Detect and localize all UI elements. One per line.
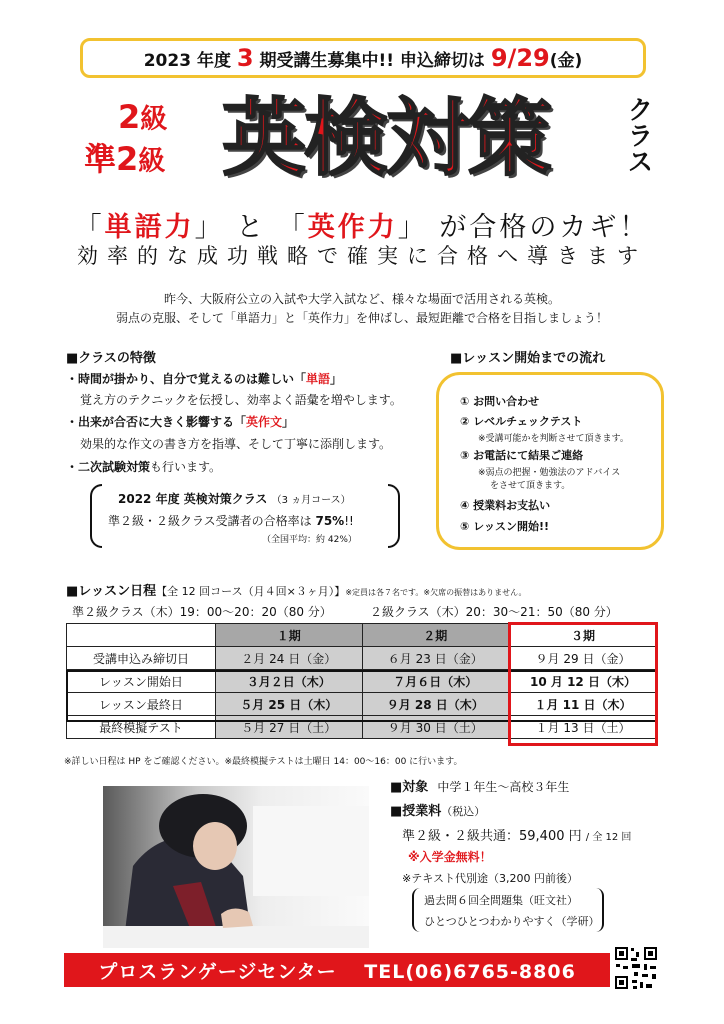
flow-step-2: ② レベルチェックテスト [460, 415, 583, 428]
level-2: 2級 [118, 98, 168, 136]
book-2: ひとつひとつわかりやすく（学研） [424, 915, 600, 928]
feature-writing: ・出来が合否に大きく影響する「英作文」 [66, 415, 295, 429]
book-1: 過去問６回全問題集（旺文社） [424, 894, 578, 907]
contact-footer: プロスランゲージセンター TEL(06)6765-8806 [64, 953, 610, 987]
row-label: 最終模擬テスト [67, 716, 216, 739]
table-cell: ２月 24 日（金） [216, 647, 363, 670]
table-cell: ６月 23 日（金） [362, 647, 509, 670]
result-title: 2022 年度 英検対策クラス （3 ヵ月コース） [118, 492, 351, 506]
text-fee-note: ※テキスト代別途（3,200 円前後） [402, 872, 578, 885]
schedule-heading: ■レッスン日程【全 12 回コース（月４回×３ヶ月）】※定員は各７名です。※欠席の振替はありません。 [66, 584, 527, 599]
flow-step-5: ⑤ レッスン開始!! [460, 520, 550, 533]
table-cell: 10 月 12 日（木） [509, 670, 658, 693]
student-photo [103, 786, 369, 948]
intro-line-2: 弱点の克服、そして「単語力」と「英作力」を伸ばし、最短距離で合格を目指しましょう！ [115, 311, 608, 325]
class-2-time: ２級クラス（木）20：30〜21：50（80 分） [370, 605, 618, 619]
subheadline: 効率的な成功戦略で確実に合格へ導きます [77, 244, 647, 268]
intro-line-1: 昨今、大阪府公立の入試や大学入試など、様々な場面で活用される英検。 [163, 292, 560, 306]
period-2-header: ２期 [362, 624, 509, 647]
result-line: 準２級・２級クラス受講者の合格率は 75%!! [108, 514, 354, 528]
period-1-header: １期 [216, 624, 363, 647]
class-pre2-time: 準２級クラス（木）19：00〜20：20（80 分） [72, 605, 332, 619]
table-cell: １月 13 日（土） [509, 716, 658, 739]
table-cell: ９月 29 日（金） [509, 647, 658, 670]
student-illustration [103, 786, 369, 948]
flow-note-3b: をさせて頂きます。 [490, 481, 571, 491]
table-cell: ５月 27 日（土） [216, 716, 363, 739]
main-title: 英検対策 [222, 89, 551, 187]
level-pre-2: 準2級 [84, 140, 166, 178]
table-cell: ７月６日（木） [362, 670, 509, 693]
banner-deadline: 9/29 [490, 44, 550, 72]
period-3-header: ３期 [509, 624, 658, 647]
result-average: （全国平均：約 42%） [262, 535, 357, 545]
table-cell: ９月 30 日（土） [362, 716, 509, 739]
target: ■対象 中学１年生〜高校３年生 [390, 780, 570, 795]
period-3-highlight [508, 622, 658, 746]
table-cell: ９月 28 日（木） [362, 693, 509, 716]
table-cell: ５月 25 日（木） [216, 693, 363, 716]
features-heading: ■クラスの特徴 [66, 351, 156, 366]
feature-writing-desc: 効果的な作文の書き方を指導、そして丁寧に添削します。 [80, 437, 392, 451]
feature-vocab: ・時間が掛かり、自分で覚えるのは難しい「単語」 [66, 372, 343, 386]
flow-note-2: ※受講可能かを判断させて頂きます。 [478, 434, 629, 444]
headline: 「単語力」 と 「英作力」 が合格のカギ！ [74, 212, 650, 243]
row-label: 受講申込み締切日 [67, 647, 216, 670]
flow-note-3a: ※弱点の把握・勉強法のアドバイス [478, 468, 621, 478]
table-cell: ３月２日（木） [216, 670, 363, 693]
flow-step-4: ④ 授業料お支払い [460, 499, 551, 512]
flow-step-1: ① お問い合わせ [460, 395, 540, 408]
feature-interview: ・二次試験対策も行います。 [66, 460, 222, 474]
banner-weekday: (金) [549, 50, 583, 71]
recruitment-banner [80, 38, 646, 78]
flow-heading: ■レッスン開始までの流れ [450, 351, 606, 366]
flow-step-3: ③ お電話にて結果ご連絡 [460, 449, 584, 462]
row-label: レッスン最終日 [67, 693, 216, 716]
qr-code-icon[interactable] [614, 946, 658, 990]
table-cell: １月 11 日（木） [509, 693, 658, 716]
class-label: クラス [623, 96, 653, 174]
banner-period: 3 [236, 44, 254, 72]
schedule-footnote: ※詳しい日程は HP をご確認ください。※最終模擬テストは土曜日 14：00〜16：00 に行います。 [64, 757, 463, 767]
admission-free: ※入学金無料！ [408, 850, 492, 864]
row-label: レッスン開始日 [67, 670, 216, 693]
banner-text: 期受講生募集中!! 申込締切は [259, 50, 485, 71]
fee-price: 準２級・２級共通：59,400 円 / 全 12 回 [402, 829, 632, 844]
banner-year: 2023 年度 [143, 50, 231, 71]
fee-heading: ■授業料（税込） [390, 804, 486, 819]
feature-vocab-desc: 覚え方のテクニックを伝授し、効率よく語彙を増やします。 [80, 393, 402, 407]
